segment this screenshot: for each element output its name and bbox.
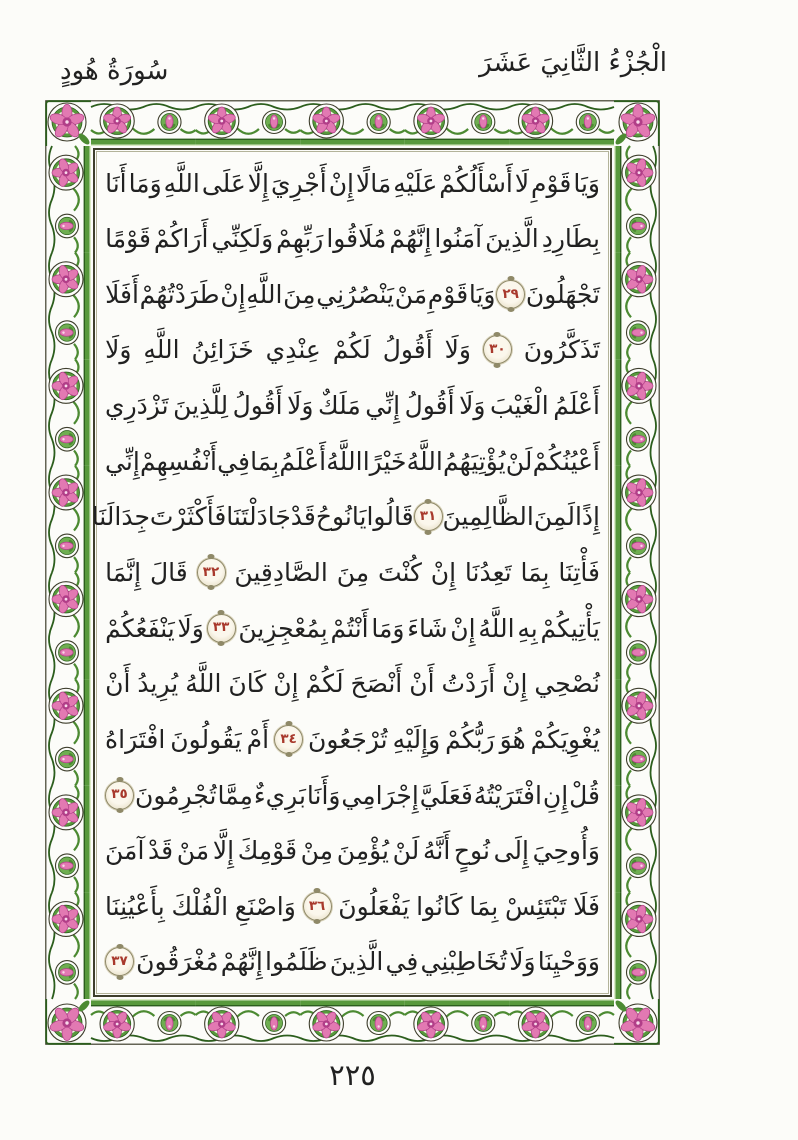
quran-word: وَمَا [371, 613, 405, 643]
verse-number-medallion: ٢٩ [496, 280, 525, 309]
quran-word: اللَّهِ [163, 168, 200, 198]
quran-word: يَنْصُرُنِي [316, 279, 395, 309]
quran-word: وَلَا [444, 335, 471, 365]
quran-word: قَوْمِ [531, 168, 572, 198]
quran-word: بِمُعْجِزِينَ [238, 613, 328, 643]
quran-word: أَرَدْتُ [441, 669, 496, 699]
quran-word: رَبِّهِمْ [276, 224, 324, 254]
quran-word: قَوْمِ [427, 279, 469, 309]
quran-word: كَانَ [228, 669, 267, 699]
mushaf-line [105, 768, 600, 822]
quran-word: يَا [351, 502, 367, 532]
quran-word: الَّذِينَ [485, 224, 539, 254]
quran-word: مَالًا [355, 168, 392, 198]
quran-word: إِنْ [502, 669, 528, 699]
quran-word: اللَّهُ [326, 446, 363, 476]
quran-word: هُوَ [499, 724, 526, 754]
quran-word: الصَّادِقِينَ [234, 557, 328, 587]
mushaf-line [105, 212, 600, 266]
verse-number-medallion: ٣١ [414, 502, 443, 531]
quran-word: فِي [217, 446, 250, 476]
mushaf-line [105, 379, 600, 433]
quran-word: رَبُّكُمْ [445, 724, 495, 754]
quran-word: يَنْفَعُكُمْ [105, 613, 175, 643]
mushaf-line [105, 323, 600, 377]
quran-text-area [91, 152, 604, 993]
quran-word: إِلَّا [212, 836, 235, 866]
quran-word: أَعْلَمُ [279, 446, 327, 476]
quran-word: عِنْدِي [265, 335, 321, 365]
quran-word: تَعِدُنَا [464, 557, 512, 587]
quran-word: أَرَاكُمْ [153, 224, 209, 254]
mushaf-line [105, 824, 600, 878]
quran-word: أَعْيُنُكُمْ [532, 446, 600, 476]
quran-word: تَزْدَرِي [105, 391, 169, 421]
quran-word: افْتَرَاهُ [105, 724, 166, 754]
quran-word: ظَلَمُوا [265, 947, 328, 977]
quran-word: وَإِلَيْهِ [392, 724, 441, 754]
quran-word: فَلَا [573, 891, 600, 921]
quran-word: تُجْرِمُونَ [134, 780, 217, 810]
quran-word: نُصْحِي [534, 669, 600, 699]
quran-word: قَوْمًا [105, 224, 151, 254]
quran-word: بِمَا [469, 891, 499, 921]
quran-word: آمَنَ [105, 836, 145, 866]
quran-word: أَنْتُمْ [330, 613, 369, 643]
quran-word: أَنَّهُ [422, 836, 451, 866]
quran-word: بِمَا [520, 557, 550, 587]
quran-word: إِنَّمَا [105, 557, 142, 587]
quran-word: تُرْجَعُونَ [308, 724, 388, 754]
quran-word: اللَّهُ [185, 669, 222, 699]
quran-word: بِأَعْيُنِنَا [105, 891, 165, 921]
quran-word: جَادَلْتَنَا [226, 502, 291, 532]
mushaf-line [105, 935, 600, 989]
quran-word: وَلَا [177, 613, 204, 643]
mushaf-line [105, 545, 600, 599]
quran-word: أَقُولُ [382, 335, 433, 365]
quran-word: بَرِيءٌ [253, 780, 306, 810]
quran-word: آمَنُوا [434, 224, 483, 254]
quran-word: وَلَا [459, 391, 486, 421]
quran-word: لِلَّذِينَ [173, 391, 229, 421]
quran-word: اللَّهُ [406, 446, 443, 476]
quran-word: تَبْتَئِسْ [504, 891, 567, 921]
quran-word: قَوْمِكَ [237, 836, 298, 866]
quran-word: يَقُولُونَ [170, 724, 242, 754]
quran-word: إِنَّهُمْ [389, 224, 432, 254]
quran-word: أَفَلَا [105, 279, 139, 309]
quran-word: أَقُولُ [404, 391, 455, 421]
mushaf-line [105, 712, 600, 766]
quran-word: مَنْ [176, 836, 210, 866]
quran-word: فَأْتِنَا [558, 557, 600, 587]
quran-word: عَلَى [201, 168, 246, 198]
quran-word: إِنَّهُمْ [220, 947, 263, 977]
quran-word: أَعْلَمُ [553, 391, 600, 421]
quran-word: تَذَكَّرُونَ [523, 335, 600, 365]
quran-word: وَلَكِنِّي [211, 224, 274, 254]
quran-word: الظَّالِمِينَ [442, 502, 534, 532]
page-number: ٢٢٥ [329, 1058, 376, 1092]
quran-word: الَّذِينَ [329, 947, 384, 977]
mushaf-line [105, 267, 600, 321]
verse-number-medallion: ٣٣ [207, 614, 236, 643]
mushaf-line [105, 156, 600, 210]
mushaf-line [105, 601, 600, 655]
quran-word: شَاءَ [407, 613, 448, 643]
quran-word: جِدَالَنَا [91, 502, 150, 532]
quran-word: كَانُوا [416, 891, 463, 921]
quran-word: وَأُوحِيَ [532, 836, 600, 866]
quran-word: لَمِنَ [533, 502, 575, 532]
quran-word: قَالُوا [366, 502, 414, 532]
quran-word: لَكُمْ [305, 669, 344, 699]
quran-word: مِنَ [336, 557, 370, 587]
quran-word: لَنْ [392, 836, 420, 866]
surah-header: سُورَةُ هُودٍ [60, 56, 169, 86]
quran-word: وَأَنَا [306, 780, 341, 810]
quran-word: وَلَا [105, 335, 132, 365]
quran-word: تُخَاطِبْنِي [420, 947, 508, 977]
quran-word: أَنْفُسِهِمْ [139, 446, 217, 476]
quran-word: وَلَا [509, 947, 536, 977]
quran-word: أَنْ [409, 669, 435, 699]
quran-word: مِنْ [300, 836, 334, 866]
quran-word: أَجْرِيَ [270, 168, 327, 198]
quran-word: مِنَ [283, 279, 316, 309]
quran-word: إِجْرَامِي [341, 780, 419, 810]
quran-word: مُغْرَقُونَ [136, 947, 219, 977]
quran-word: يُغْوِيَكُمْ [530, 724, 600, 754]
quran-word: الْغَيْبَ [489, 391, 549, 421]
quran-word: أَنَا [105, 168, 127, 198]
quran-word: بِطَارِدِ [541, 224, 600, 254]
quran-word: إِنْ [220, 279, 246, 309]
quran-word: قَدْ [290, 502, 316, 532]
quran-word: يَأْتِيكُمْ [540, 613, 600, 643]
quran-word: وَمَا [128, 168, 162, 198]
quran-word: خَزَائِنُ [191, 335, 254, 365]
quran-word: وَيَا [573, 168, 600, 198]
quran-word: لَا [514, 168, 530, 198]
quran-word: نُوحٍ [453, 836, 490, 866]
quran-word: وَوَحْيِنَا [537, 947, 600, 977]
quran-word: الْفُلْكَ [171, 891, 229, 921]
quran-word: مُلَاقُوا [326, 224, 387, 254]
quran-word: لَكُمْ [332, 335, 371, 365]
quran-word: افْتَرَيْتُهُ [473, 780, 542, 810]
verse-number-medallion: ٣٧ [105, 947, 134, 976]
quran-word: لَنْ [505, 446, 533, 476]
quran-word: إِنْ [273, 669, 299, 699]
quran-word: إِلَى [493, 836, 529, 866]
quran-word: خَيْرًا [362, 446, 407, 476]
quran-word: يُؤْمِنَ [336, 836, 390, 866]
quran-word: اللَّهُ [478, 613, 515, 643]
juz-header: الْجُزْءُ الثَّانِيَ عَشَرَ [479, 48, 667, 78]
quran-word: تَجْهَلُونَ [525, 279, 600, 309]
quran-word: قَدْ [148, 836, 174, 866]
quran-word: مَنْ [394, 279, 428, 309]
quran-word: طَرَدْتُهُمْ [139, 279, 220, 309]
mushaf-line [91, 490, 600, 544]
quran-word: قُلْ [569, 780, 600, 810]
quran-word: وَيَا [468, 279, 496, 309]
quran-word: إِنِّي [105, 446, 140, 476]
quran-word: يُرِيدُ [137, 669, 179, 699]
quran-word: أَسْأَلُكُمْ [439, 168, 513, 198]
quran-word: أَمْ [246, 724, 270, 754]
quran-word: فِي [385, 947, 419, 977]
quran-word: عَلَيْهِ [393, 168, 438, 198]
verse-number-medallion: ٣٢ [197, 558, 226, 587]
quran-word: إِنْ [450, 613, 476, 643]
quran-word: يُؤْتِيَهُمُ [443, 446, 506, 476]
mushaf-line [105, 879, 600, 933]
quran-word: إِنِ [542, 780, 569, 810]
quran-word: فَأَكْثَرْتَ [149, 502, 227, 532]
decorated-frame [45, 100, 660, 1045]
quran-word: وَلَا [287, 391, 314, 421]
quran-word: بِهِ [517, 613, 538, 643]
quran-word: اللَّهِ [143, 335, 180, 365]
quran-word: قَالَ [149, 557, 188, 587]
verse-number-medallion: ٣٥ [105, 781, 134, 810]
quran-word: مِمَّا [217, 780, 253, 810]
quran-word: كُنْتَ [377, 557, 422, 587]
quran-word: بِمَا [250, 446, 280, 476]
quran-word: أَنْصَحَ [350, 669, 403, 699]
quran-word: إِذًا [574, 502, 600, 532]
quran-word: مَلَكٌ [318, 391, 361, 421]
verse-number-medallion: ٣٤ [274, 725, 303, 754]
quran-word: إِلَّا [247, 168, 270, 198]
quran-word: إِنْ [328, 168, 354, 198]
verse-number-medallion: ٣٦ [303, 892, 332, 921]
mushaf-line [105, 434, 600, 488]
mushaf-line [105, 657, 600, 711]
quran-word: وَاصْنَعِ [234, 891, 296, 921]
quran-word: أَنْ [105, 669, 131, 699]
quran-word: أَقُولُ [232, 391, 283, 421]
quran-word: يَفْعَلُونَ [338, 891, 410, 921]
quran-word: فَعَلَيَّ [419, 780, 473, 810]
quran-word: نُوحُ [315, 502, 352, 532]
verse-number-medallion: ٣٠ [483, 335, 512, 364]
quran-word: إِنِّي [365, 391, 401, 421]
quran-word: إِنْ [430, 557, 457, 587]
quran-word: اللَّهِ [246, 279, 283, 309]
